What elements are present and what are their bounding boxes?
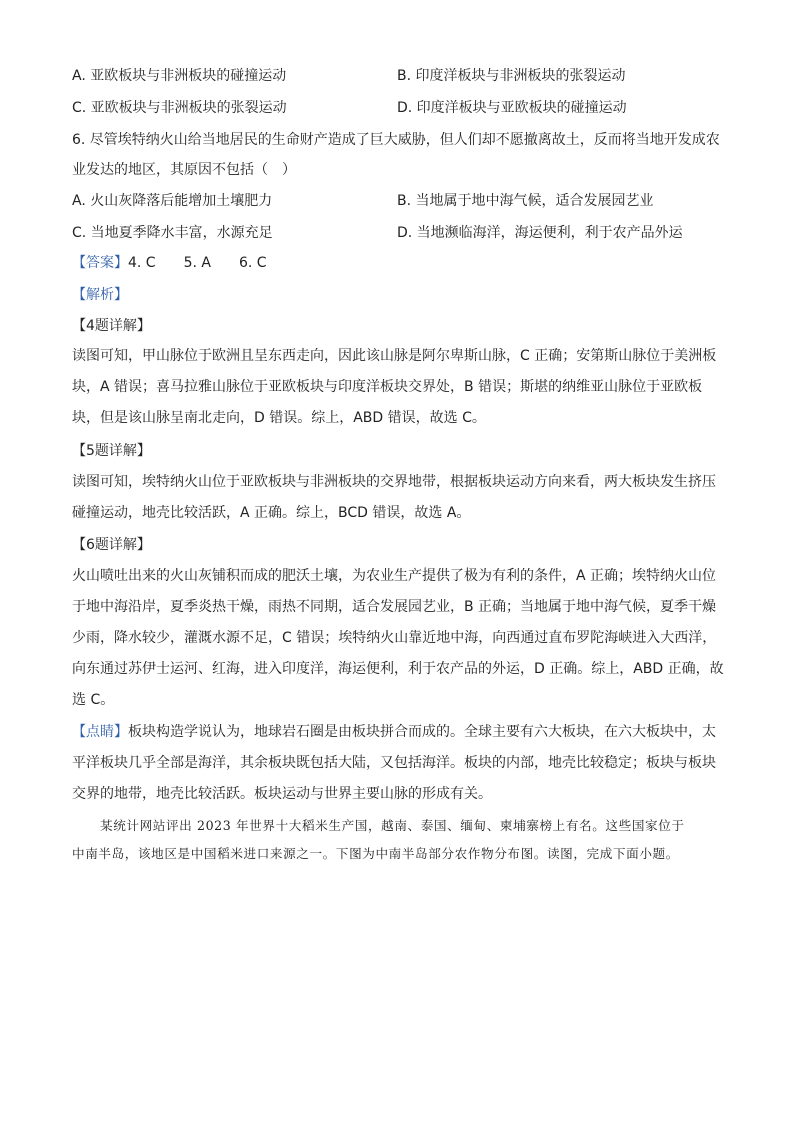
tip-body — [72, 717, 722, 810]
tip-line-first: 【点睛】板块构造学说认为，地球岩石圈是由板块拼合而成的。全球主要有六大板块，在六大板块中，太 — [72, 724, 716, 740]
q5-option-a: A. 亚欧板块与非洲板块的碰撞运动 — [72, 68, 287, 84]
q5-option-c: C. 亚欧板块与非洲板块的张裂运动 — [72, 100, 287, 116]
answer-line — [72, 253, 267, 273]
q6-option-c: C. 当地夏季降水丰富，水源充足 — [72, 225, 273, 241]
detail6-line: 火山喷吐出来的火山灰铺积而成的肥沃土壤，为农业生产提供了极为有利的条件，A 正确；埃特纳火山位 — [72, 568, 717, 584]
detail5-line: 碰撞运动，地壳比较活跃，A 正确。综上，BCD 错误，故选 A。 — [72, 505, 471, 521]
tip-line: 平洋板块几乎全部是海洋，其余板块既包括大陆，又包括海洋。板块的内部，地壳比较稳定；板块与板块 — [72, 755, 716, 771]
detail5-line: 读图可知，埃特纳火山位于亚欧板块与非洲板块的交界地带，根据板块运动方向来看，两大板块发生挤压 — [72, 474, 716, 490]
q6-option-a: A. 火山灰降落后能增加土壤肥力 — [72, 193, 273, 209]
detail6-line: 选 C。 — [72, 692, 115, 708]
intro-line: 中南半岛，该地区是中国稻米进口来源之一。下图为中南半岛部分农作物分布图。读图，完成下面小题。 — [72, 846, 679, 861]
detail4-line: 块，但是该山脉呈南北走向，D 错误。综上，ABD 错误，故选 C。 — [72, 410, 486, 426]
detail4-line: 块，A 错误；喜马拉雅山脉位于亚欧板块与印度洋板块交界处，B 错误；斯堪的纳维亚山脉位于亚欧板 — [72, 379, 703, 395]
detail6-line: 向东通过苏伊士运河、红海，进入印度洋，海运便利，利于农产品的外运，D 正确。综上，ABD 正确，故 — [72, 661, 724, 677]
intro-paragraph — [72, 812, 722, 868]
detail5-head: 【5题详解】 — [72, 443, 151, 459]
detail4-head: 【4题详解】 — [72, 318, 151, 334]
answer-values: 4. C 5. A 6. C — [128, 255, 267, 271]
detail4-body — [72, 341, 722, 434]
intro-line: 某统计网站评出 2023 年世界十大稻米生产国，越南、泰国、缅甸、柬埔寨榜上有名。这些国家位于 — [100, 818, 685, 833]
q5-option-b: B. 印度洋板块与非洲板块的张裂运动 — [397, 68, 626, 84]
tip-line: 交界的地带，地壳比较活跃。板块运动与世界主要山脉的形成有关。 — [72, 786, 492, 802]
detail5-body — [72, 467, 722, 529]
q6-option-b: B. 当地属于地中海气候，适合发展园艺业 — [397, 193, 654, 209]
detail6-body — [72, 561, 722, 716]
analysis-label: 【解析】 — [72, 287, 128, 303]
detail6-line: 于地中海沿岸，夏季炎热干燥，雨热不同期，适合发展园艺业，B 正确；当地属于地中海气候，夏季干燥 — [72, 599, 717, 615]
detail6-head: 【6题详解】 — [72, 537, 151, 553]
answer-label: 【答案】 — [72, 255, 128, 271]
q6-option-d: D. 当地濒临海洋，海运便利，利于农产品外运 — [397, 225, 683, 241]
detail4-line: 读图可知，甲山脉位于欧洲且呈东西走向，因此该山脉是阿尔卑斯山脉，C 正确；安第斯山脉位于美洲板 — [72, 348, 717, 364]
detail6-line: 少雨，降水较少，灌溉水源不足，C 错误；埃特纳火山靠近地中海，向西通过直布罗陀海峡进入大西洋， — [72, 630, 717, 646]
tip-label: 【点睛】 — [72, 724, 128, 740]
q6-stem-line2: 业发达的地区，其原因不包括（ ） — [72, 162, 296, 178]
q5-option-d: D. 印度洋板块与亚欧板块的碰撞运动 — [397, 100, 627, 116]
q6-stem-line1: 6. 尽管埃特纳火山给当地居民的生命财产造成了巨大威胁，但人们却不愿撤离故土，反而将当地开发成农 — [72, 132, 720, 148]
